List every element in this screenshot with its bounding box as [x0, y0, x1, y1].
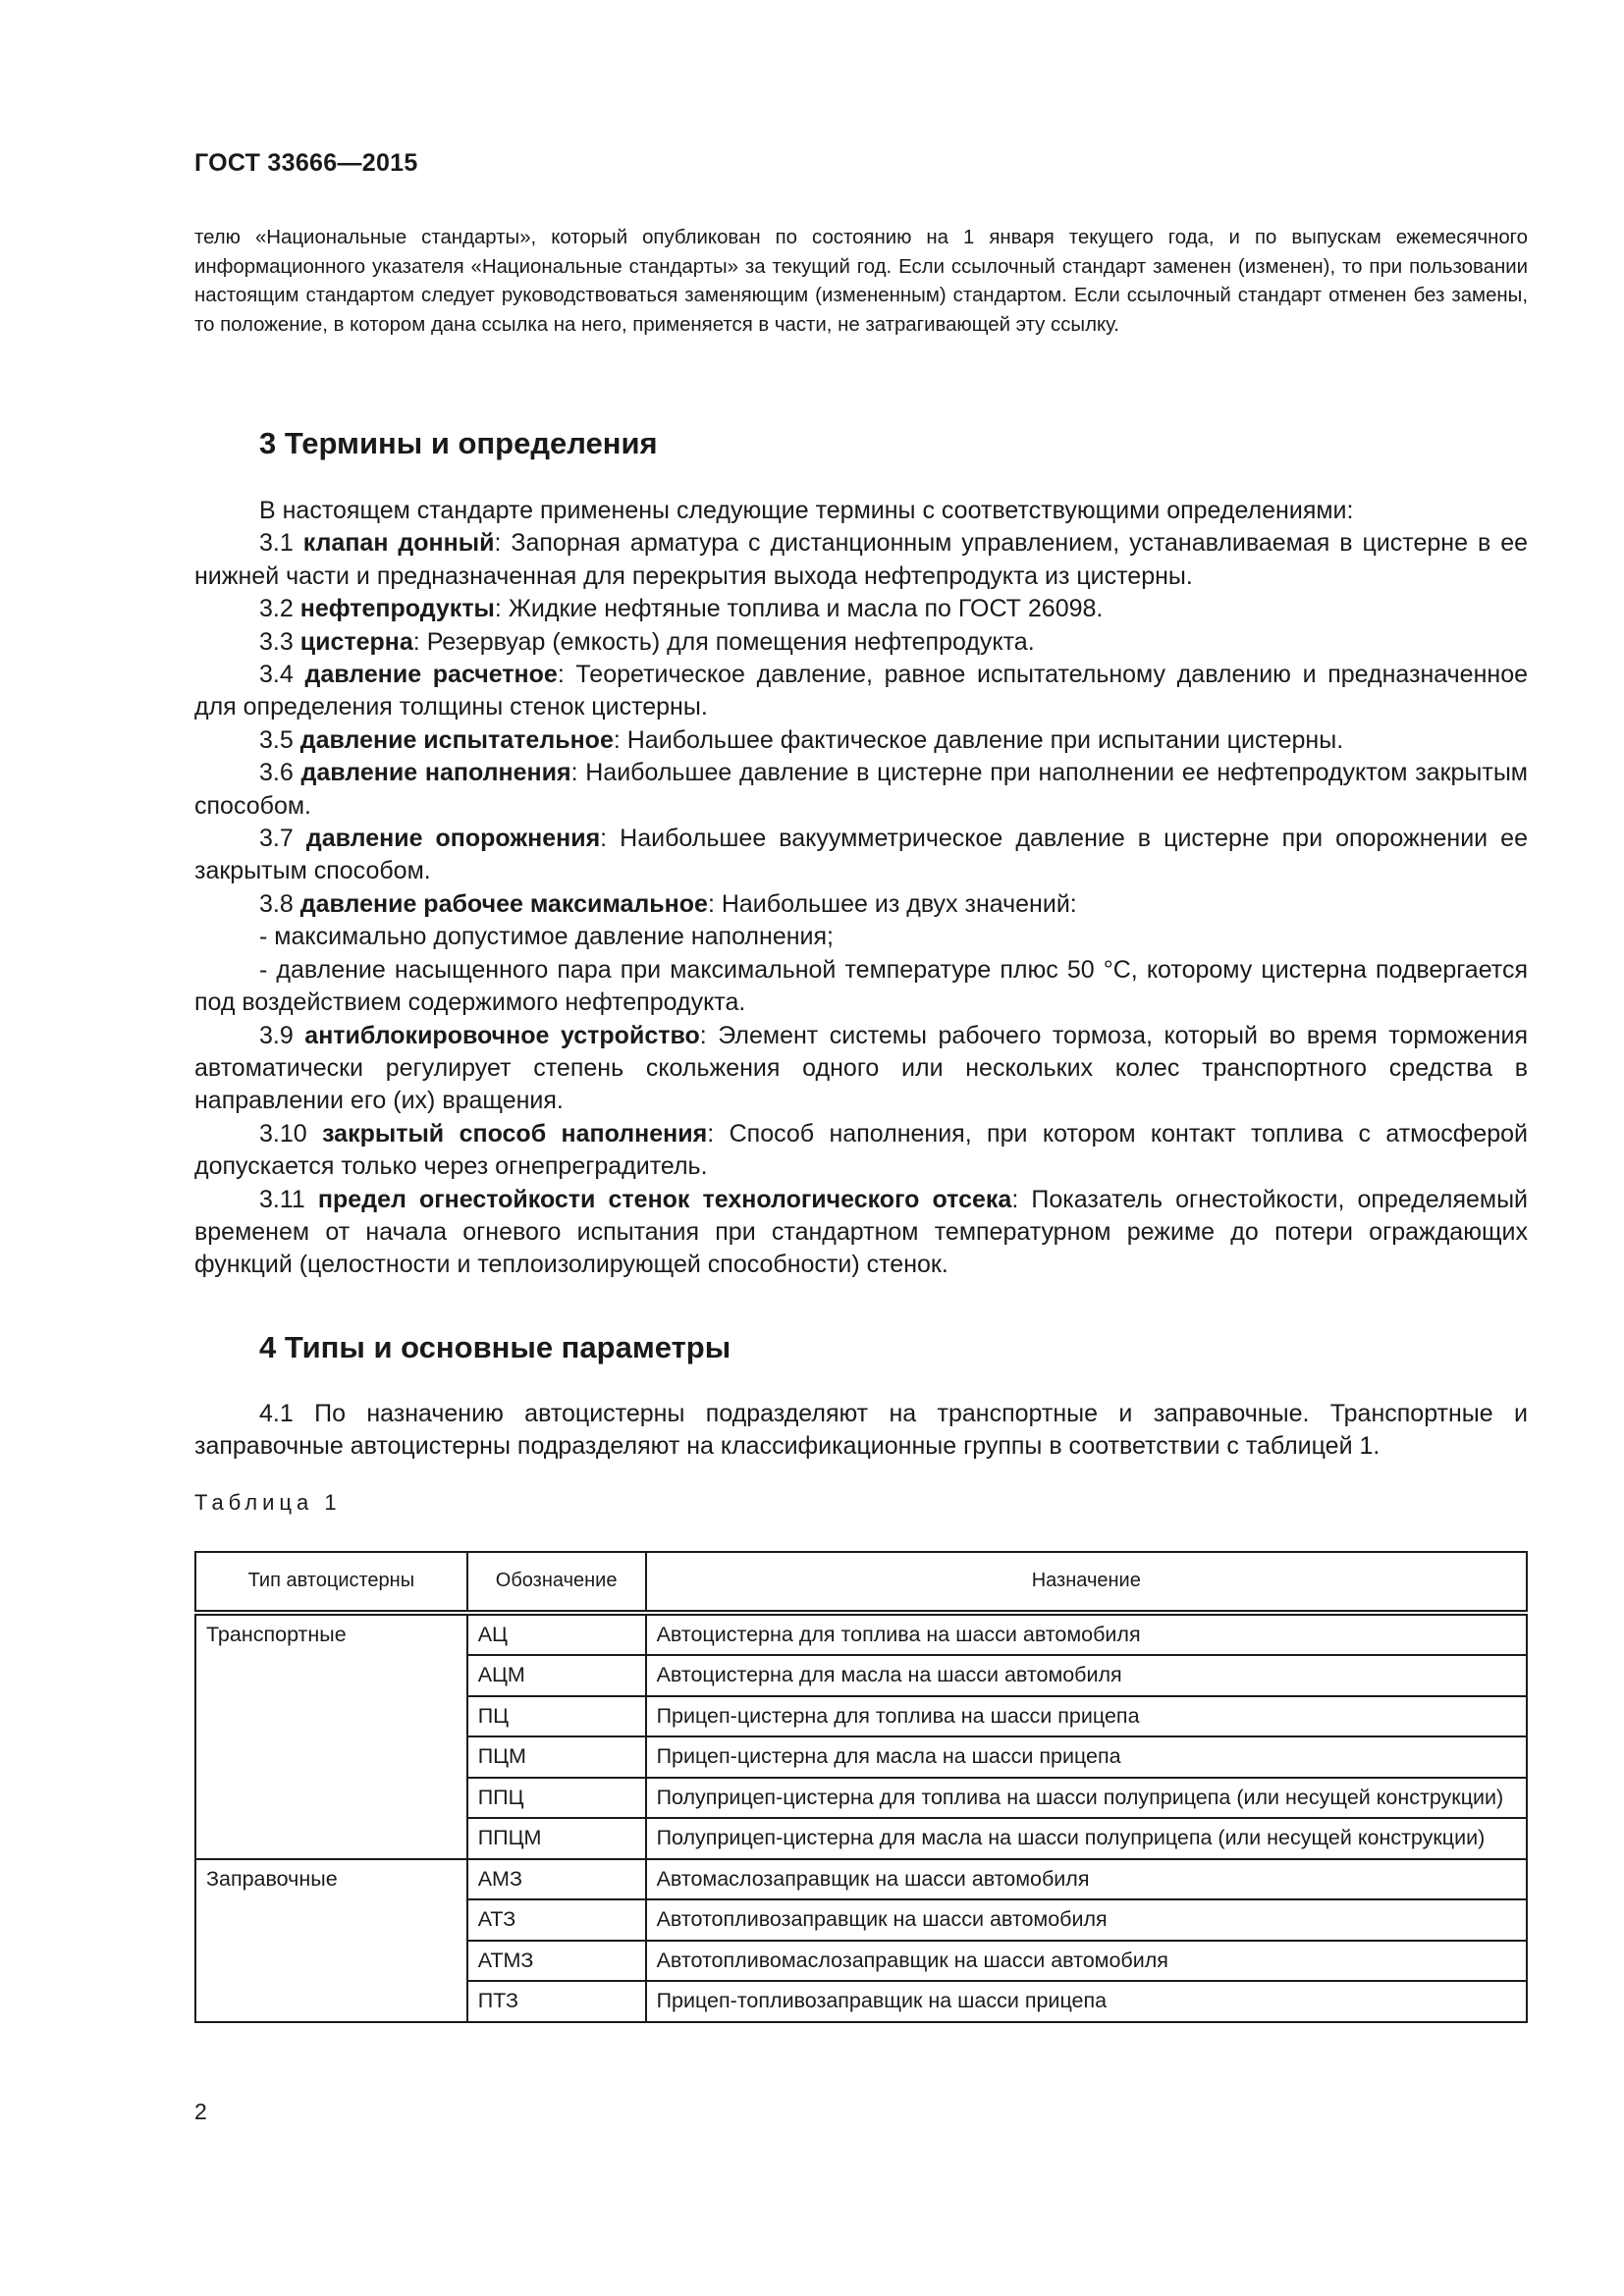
term-name: клапан донный [302, 529, 495, 558]
cell-code: ППЦ [467, 1778, 646, 1819]
term-name: давление испытательное [299, 725, 614, 754]
paragraph-4-1: 4.1 По назначению автоцистерны подразделяют на транспортные и заправочные. Транспортные и заправочные автоцистерны подразделяют на классификационные группы в соответствии с таблицей 1. [194, 1399, 1528, 1461]
term-number: 3.4 [259, 661, 294, 689]
cell-code: ППЦМ [467, 1818, 646, 1859]
cell-purpose: Прицеп-топливозаправщик на шасси прицепа [646, 1981, 1527, 2022]
cell-code: АЦ [467, 1613, 646, 1656]
table-header-row [195, 1552, 1527, 1613]
term-number: 3.6 [259, 759, 294, 787]
cell-code: АМЗ [467, 1859, 646, 1900]
term-number: 3.11 [259, 1185, 305, 1213]
term-definition [194, 659, 1528, 724]
term-name: антиблокировочное устройство [304, 1021, 700, 1049]
term-number: 3.8 [259, 889, 294, 918]
cell-type: Транспортные [195, 1613, 467, 1859]
term-text: : Запорная арматура с дистанционным управлением, устанавливаемая в цистерне в ее нижней части и предназначенная для перекрытия выхода нефтепродукта из цистерны. [194, 529, 1528, 590]
term-definition [194, 626, 1528, 659]
term-number: 3.10 [259, 1119, 307, 1148]
term-name: давление опорожнения [305, 825, 601, 853]
term-definition [194, 1020, 1528, 1118]
document-header: ГОСТ 33666—2015 [194, 149, 418, 177]
term-text: : Жидкие нефтяные топлива и масла по ГОСТ 26098. [494, 595, 1104, 623]
cell-purpose: Прицеп-цистерна для топлива на шасси прицепа [646, 1696, 1527, 1737]
term-text: : Элемент системы рабочего тормоза, который во время торможения автоматически регулирует степень скольжения одного или нескольких колес транспортного средства в направлении его (их) вращения. [194, 1021, 1528, 1115]
term-number: 3.3 [259, 627, 294, 656]
cell-code: ПЦМ [467, 1736, 646, 1778]
term-text: : Наибольшее фактическое давление при испытании цистерны. [613, 725, 1344, 754]
terms-list [194, 527, 1528, 921]
table-row [195, 1859, 1527, 1900]
cell-purpose: Автомаслозаправщик на шасси автомобиля [646, 1859, 1527, 1900]
term-text: : Наибольшее давление в цистерне при наполнении ее нефтепродуктом закрытым способом. [194, 759, 1528, 820]
term-definition [194, 724, 1528, 757]
cell-code: ПЦ [467, 1696, 646, 1737]
term-definition [194, 888, 1528, 921]
term-definition [194, 1184, 1528, 1282]
term-definition [194, 757, 1528, 823]
intro-paragraph: телю «Национальные стандарты», который опубликован по состоянию на 1 января текущего года, и по выпускам ежемесячного информационного указателя «Национальные стандарты» за текущий год. Если ссылочный стандарт заменен (изменен), то при пользовании настоящим стандартом следует руководствоваться заменяющим (измененным) стандартом. Если ссылочный стандарт отменен без замены, то положение, в котором дана ссылка на него, применяется в части, не затрагивающей эту ссылку. [194, 227, 1528, 336]
section-3-lead: В настоящем стандарте применены следующие термины с соответствующими определениями: [259, 497, 1354, 524]
term-3-8-items [194, 921, 1528, 1019]
cell-code: ПТЗ [467, 1981, 646, 2022]
section-3-title: 3 Термины и определения [259, 426, 658, 460]
page-number: 2 [194, 2099, 207, 2124]
terms-list-continued [194, 1020, 1528, 1282]
header-type: Тип автоцистерны [195, 1552, 467, 1613]
cell-purpose: Полуприцеп-цистерна для топлива на шасси полуприцепа (или несущей конструкции) [646, 1778, 1527, 1819]
table-container [194, 1551, 1528, 2023]
term-definition [194, 1118, 1528, 1184]
term-number: 3.1 [259, 529, 294, 558]
term-name: давление наполнения [300, 759, 571, 787]
cell-code: АЦМ [467, 1655, 646, 1696]
term-text: : Резервуар (емкость) для помещения нефтепродукта. [412, 627, 1035, 656]
cell-purpose: Автоцистерна для масла на шасси автомобиля [646, 1655, 1527, 1696]
cell-purpose: Автоцистерна для топлива на шасси автомобиля [646, 1613, 1527, 1656]
cell-purpose: Автотопливозаправщик на шасси автомобиля [646, 1899, 1527, 1941]
classification-table [194, 1551, 1528, 2023]
cell-code: АТЗ [467, 1899, 646, 1941]
term-name: давление расчетное [304, 661, 558, 689]
term-text: : Наибольшее из двух значений: [707, 889, 1077, 918]
term-number: 3.2 [259, 595, 294, 623]
dash-list-item: - максимально допустимое давление наполнения; [259, 923, 834, 951]
term-name: закрытый способ наполнения [322, 1119, 708, 1148]
term-number: 3.5 [259, 725, 294, 754]
section-4-title: 4 Типы и основные параметры [259, 1329, 731, 1364]
term-text: : Теоретическое давление, равное испытательному давлению и предназначенное для определения толщины стенок цистерны. [194, 661, 1529, 721]
cell-type: Заправочные [195, 1859, 467, 2022]
table-caption: Таблица 1 [194, 1489, 342, 1515]
term-definition [194, 527, 1528, 593]
term-name: цистерна [299, 627, 413, 656]
term-number: 3.9 [259, 1021, 294, 1049]
cell-purpose: Полуприцеп-цистерна для масла на шасси полуприцепа (или несущей конструкции) [646, 1818, 1527, 1859]
dash-list-item: - давление насыщенного пара при максимальной температуре плюс 50 °С, которому цистерна подвергается под воздействием содержимого нефтепродукта. [194, 955, 1528, 1017]
cell-purpose: Прицеп-цистерна для масла на шасси прицепа [646, 1736, 1527, 1778]
term-text: : Показатель огнестойкости, определяемый временем от начала огневого испытания при стандартном температурном режиме до потери ограждающих функций (целостности и теплоизолирующей способности) стенок. [194, 1185, 1529, 1279]
main-content [194, 424, 1528, 2023]
term-name: нефтепродукты [299, 595, 495, 623]
term-number: 3.7 [259, 825, 294, 853]
table-row [195, 1613, 1527, 1656]
term-definition [194, 593, 1528, 625]
term-name: давление рабочее максимальное [299, 889, 708, 918]
term-definition [194, 823, 1528, 888]
term-text: : Наибольшее вакуумметрическое давление в цистерне при опорожнении ее закрытым способом. [194, 825, 1528, 885]
header-code: Обозначение [467, 1552, 646, 1613]
cell-code: АТМЗ [467, 1941, 646, 1982]
cell-purpose: Автотопливомаслозаправщик на шасси автомобиля [646, 1941, 1527, 1982]
header-purpose: Назначение [646, 1552, 1527, 1613]
term-text: : Способ наполнения, при котором контакт топлива с атмосферой допускается только через огнепреградитель. [194, 1119, 1528, 1181]
term-name: предел огнестойкости стенок технологического отсека [317, 1185, 1012, 1213]
